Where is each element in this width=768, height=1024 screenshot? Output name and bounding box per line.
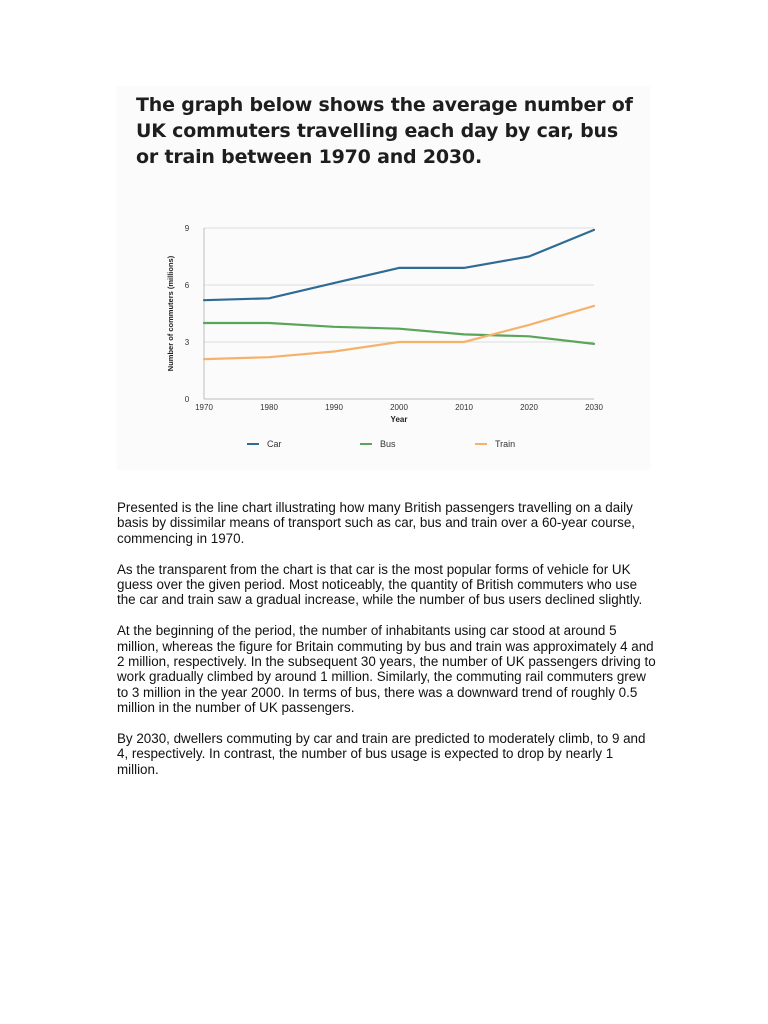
x-axis-title: Year — [390, 415, 408, 424]
x-tick-label: 1990 — [325, 403, 343, 412]
y-axis-title: Number of commuters (millions) — [166, 255, 175, 372]
paragraph: By 2030, dwellers commuting by car and train are predicted to moderately climb, to 9 and 4, respectively. In contrast, the number of bus usage is expected to drop by nearly 1 million. — [117, 731, 646, 777]
y-tick-label: 3 — [184, 338, 190, 347]
paragraph: As the transparent from the chart is that car is the most popular forms of vehicle for UK guess over the given period. Most noticeably, the quantity of British commuters who use the car and train saw a gradual increase, while the number of bus users declined slightly. — [117, 561, 643, 608]
line-chart — [117, 86, 650, 470]
x-tick-label: 2010 — [455, 403, 473, 412]
y-tick-label: 9 — [184, 224, 190, 233]
chart-figure — [117, 86, 650, 470]
legend-label-train: Train — [495, 439, 516, 449]
x-tick-label: 1970 — [195, 403, 213, 412]
essay-body — [117, 500, 657, 793]
figure-title: The graph below shows the average number of UK commuters travelling each day by car, bus or train between 1970 and 2030. — [136, 94, 633, 168]
series-line-bus — [204, 323, 594, 344]
series-line-car — [204, 230, 594, 300]
x-tick-label: 1980 — [260, 403, 278, 412]
x-tick-label: 2020 — [520, 403, 538, 412]
legend-label-bus: Bus — [380, 439, 396, 449]
paragraph: Presented is the line chart illustrating how many British passengers travelling on a daily basis by dissimilar means of transport such as car, bus and train over a 60-year course, commencing in 1970. — [117, 500, 636, 546]
y-tick-label: 6 — [184, 281, 190, 290]
y-tick-label: 0 — [184, 395, 190, 404]
x-tick-label: 2000 — [390, 403, 408, 412]
paragraph: At the beginning of the period, the number of inhabitants using car stood at around 5 million, whereas the figure for Britain commuting by bus and train was approximately 4 and 2 million, respectively. In the subsequent 30 years, the number of UK passengers driving to work gradually climbed by around 1 million. Similarly, the commuting rail commuters grew to 3 million in the year 2000. In terms of bus, there was a downward trend of roughly 0.5 million in the number of UK passengers. — [117, 623, 656, 716]
legend-label-car: Car — [267, 439, 282, 449]
x-tick-label: 2030 — [585, 403, 603, 412]
series-line-train — [204, 306, 594, 359]
